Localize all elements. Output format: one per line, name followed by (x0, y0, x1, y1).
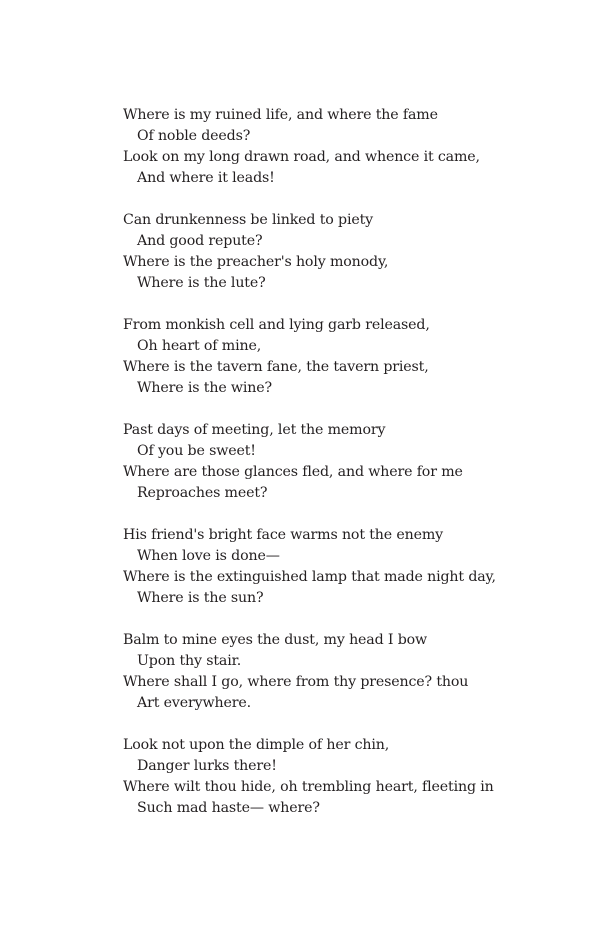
poem-line: His friend's bright face warms not the enemy (123, 527, 444, 543)
poem-line: Danger lurks there! (137, 758, 277, 774)
poem-line: Where are those glances fled, and where for me (123, 464, 463, 480)
poem (123, 105, 563, 840)
poem-line: Of noble deeds? (137, 128, 251, 144)
poem-line: Oh heart of mine, (137, 338, 262, 354)
stanza-5 (123, 525, 563, 609)
poem-line: Where wilt thou hide, oh trembling heart, fleeting in (123, 779, 494, 795)
poem-line: Look on my long drawn road, and whence it came, (123, 149, 480, 165)
poem-line: Where is the preacher's holy monody, (123, 254, 389, 270)
stanza-3 (123, 315, 563, 399)
poem-line: Of you be sweet! (137, 443, 256, 459)
poem-line: Where is the wine? (137, 380, 272, 396)
poem-line: Art everywhere. (137, 695, 251, 711)
poem-line: And good repute? (137, 233, 263, 249)
poem-line: Where is the tavern fane, the tavern priest, (123, 359, 429, 375)
poem-line: Where shall I go, where from thy presence? thou (123, 674, 469, 690)
poem-line: And where it leads! (137, 170, 275, 186)
poem-line: Past days of meeting, let the memory (123, 422, 386, 438)
stanza-1 (123, 105, 563, 189)
poem-line: When love is done— (137, 548, 280, 564)
stanza-4 (123, 420, 563, 504)
poem-line: Look not upon the dimple of her chin, (123, 737, 390, 753)
poem-line: Where is the sun? (137, 590, 264, 606)
poem-line: Reproaches meet? (137, 485, 268, 501)
poem-line: Upon thy stair. (137, 653, 242, 669)
stanza-2 (123, 210, 563, 294)
poem-line: Such mad haste— where? (137, 800, 320, 816)
poem-line: Where is my ruined life, and where the fame (123, 107, 438, 123)
poem-line: Where is the extinguished lamp that made night day, (123, 569, 496, 585)
poem-line: Where is the lute? (137, 275, 266, 291)
stanza-7 (123, 735, 563, 819)
stanza-6 (123, 630, 563, 714)
poem-line: Can drunkenness be linked to piety (123, 212, 374, 228)
poem-line: Balm to mine eyes the dust, my head I bow (123, 632, 428, 648)
poem-line: From monkish cell and lying garb released, (123, 317, 430, 333)
